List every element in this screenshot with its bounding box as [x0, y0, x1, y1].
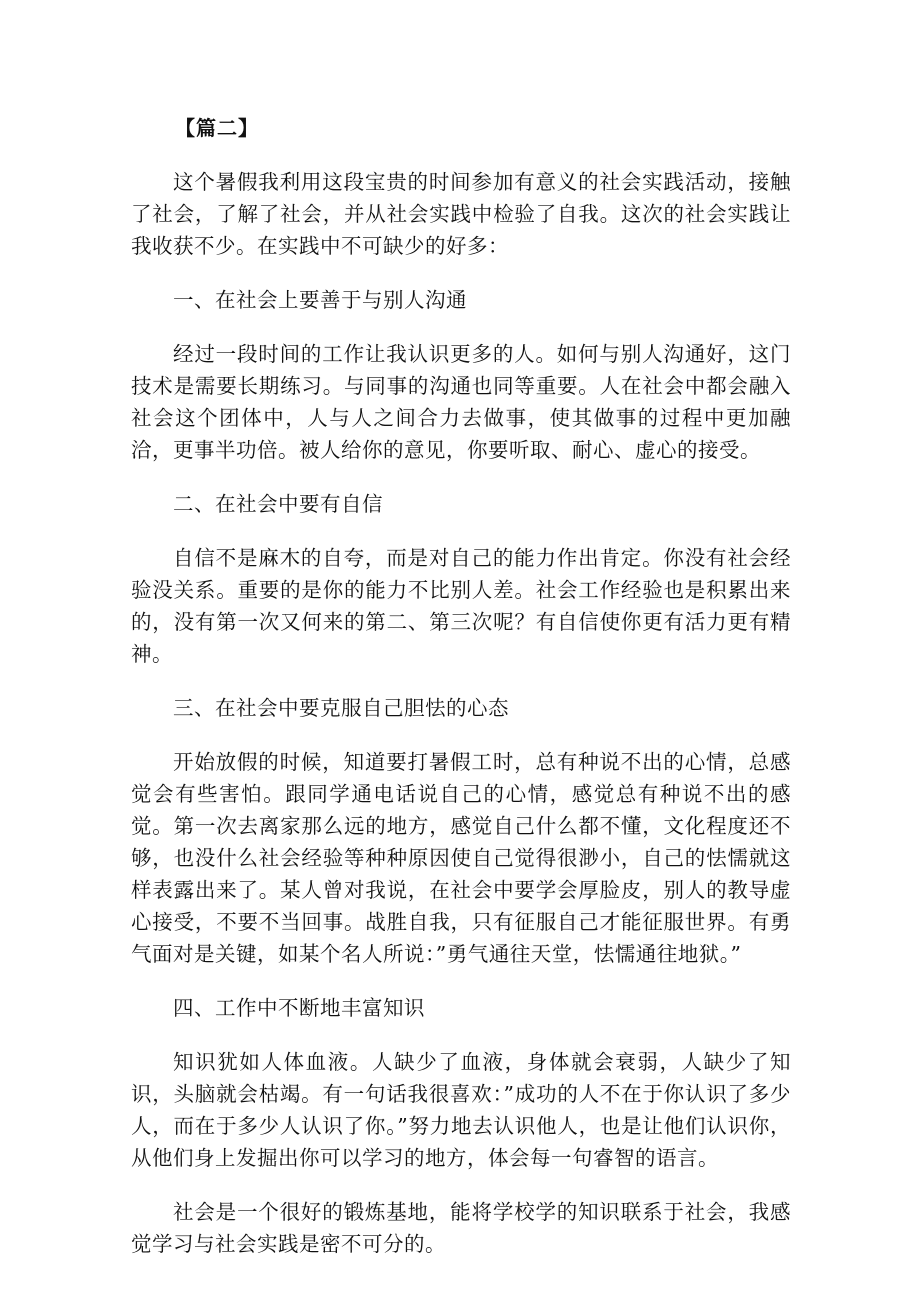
section-3-body: 开始放假的时候，知道要打暑假工时，总有种说不出的心情，总感觉会有些害怕。跟同学通电话说自己的心情，感觉总有种说不出的感觉。第一次去离家那么远的地方，感觉自己什么都不懂，文化程度还不够，也没什么社会经验等种种原因使自己觉得很渺小，自己的怯懦就这样表露出来了。某人曾对我说，在社会中要学会厚脸皮，别人的教导虚心接受，不要不当回事。战胜自我，只有征服自己才能征服世界。有勇气面对是关键，如某个名人所说：”勇气通往天堂，怯懦通往地狱。”	[131, 750, 791, 966]
document-heading: 【篇二】	[175, 116, 259, 140]
section-4-body: 知识犹如人体血液。人缺少了血液，身体就会衰弱，人缺少了知识，头脑就会枯竭。有一句话我很喜欢：”成功的人不在于你认识了多少人，而在于多少人认识了你。”努力地去认识他人，也是让他们认识你，从他们身上发掘出你可以学习的地方，体会每一句睿智的语言。	[131, 1050, 791, 1170]
section-2-body: 自信不是麻木的自夸，而是对自己的能力作出肯定。你没有社会经验没关系。重要的是你的能力不比别人差。社会工作经验也是积累出来的，没有第一次又何来的第二、第三次呢？有自信使你更有活力更有精神。	[131, 546, 791, 666]
section-1-body: 经过一段时间的工作让我认识更多的人。如何与别人沟通好，这门技术是需要长期练习。与同事的沟通也同等重要。人在社会中都会融入社会这个团体中，人与人之间合力去做事，使其做事的过程中更加融洽，更事半功倍。被人给你的意见，你要听取、耐心、虚心的接受。	[131, 342, 791, 462]
document-page	[131, 112, 791, 1282]
section-3-title: 三、在社会中要克服自己胆怯的心态	[173, 696, 509, 720]
closing-paragraph: 社会是一个很好的锻炼基地，能将学校学的知识联系于社会，我感觉学习与社会实践是密不可分的。	[131, 1200, 791, 1256]
section-4-title: 四、工作中不断地丰富知识	[173, 996, 425, 1020]
section-1-title: 一、在社会上要善于与别人沟通	[173, 288, 467, 312]
intro-paragraph: 这个暑假我利用这段宝贵的时间参加有意义的社会实践活动，接触了社会，了解了社会，并从社会实践中检验了自我。这次的社会实践让我收获不少。在实践中不可缺少的好多：	[131, 170, 791, 258]
section-2-title: 二、在社会中要有自信	[173, 492, 383, 516]
